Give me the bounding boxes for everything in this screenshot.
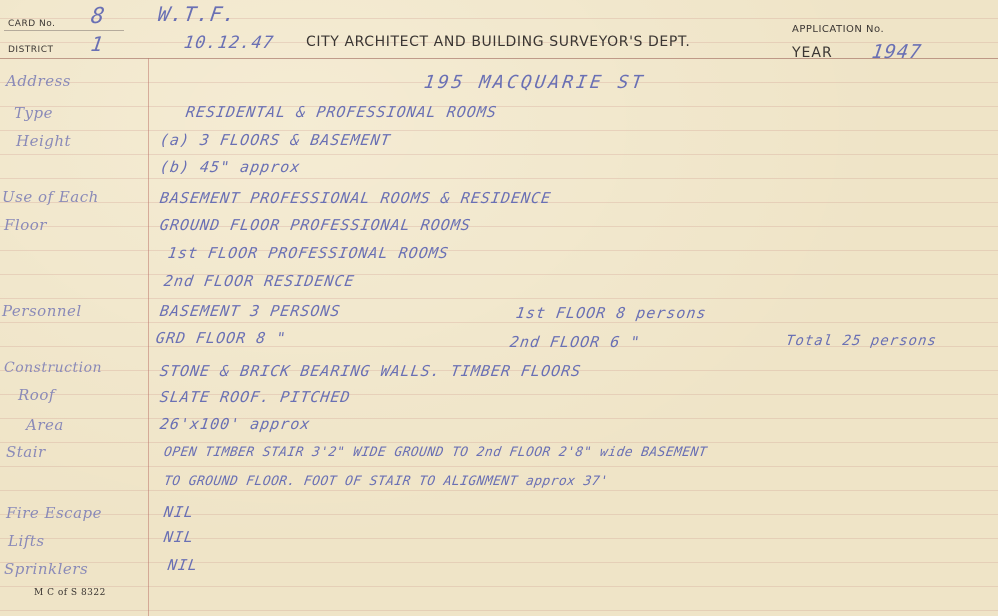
height-a-value: (a) 3 FLOORS & BASEMENT [158,131,392,149]
label-height: Height [16,132,72,150]
area-value: 26'x100' approx [158,415,312,433]
application-label: APPLICATION No. [792,24,885,35]
personnel-second-value: 2nd FLOOR 6 " [508,333,642,351]
district-value: 1 [89,32,106,56]
label-use-of-each: Use of Each [2,188,99,206]
label-floor: Floor [4,216,47,234]
lifts-value: NIL [162,528,196,546]
construction-value: STONE & BRICK BEARING WALLS. TIMBER FLOORS [158,362,583,380]
personnel-first-value: 1st FLOOR 8 persons [514,304,708,322]
use-second-value: 2nd FLOOR RESIDENCE [162,272,356,290]
label-personnel: Personnel [2,302,82,320]
label-construction: Construction [4,360,103,376]
card-no-label: CARD No. [8,19,56,29]
label-roof: Roof [18,386,55,404]
label-fire-escape: Fire Escape [6,504,102,522]
label-type: Type [14,104,53,122]
label-area: Area [26,416,64,434]
department-title: CITY ARCHITECT AND BUILDING SURVEYOR'S DEPT. [306,34,691,50]
label-address: Address [6,72,71,90]
label-lifts: Lifts [8,532,45,550]
personnel-ground-value: GRD FLOOR 8 " [154,329,288,347]
personnel-basement-value: BASEMENT 3 PERSONS [158,302,342,320]
inspection-date: 10.12.47 [182,33,276,53]
header-rule [0,58,998,59]
label-sprinklers: Sprinklers [4,560,89,578]
card-no-value: 8 [89,4,108,29]
fire-escape-value: NIL [162,503,196,521]
form-code: M C of S 8322 [34,588,106,598]
district-label: DISTRICT [8,45,54,55]
label-stair: Stair [6,443,46,461]
year-value: 1947 [870,41,924,63]
year-label: YEAR [792,45,833,61]
label-column-rule [148,58,149,616]
use-first-value: 1st FLOOR PROFESSIONAL ROOMS [166,244,451,262]
stair-line1-value: OPEN TIMBER STAIR 3'2" WIDE GROUND TO 2nd FLOOR 2'8" wide BASEMENT [162,445,709,460]
use-ground-value: GROUND FLOOR PROFESSIONAL ROOMS [158,216,473,234]
personnel-total-value: Total 25 persons [784,333,938,349]
height-b-value: (b) 45" approx [158,158,302,176]
header-underline [4,30,124,31]
stair-line2-value: TO GROUND FLOOR. FOOT OF STAIR TO ALIGNMENT approx 37' [162,474,610,489]
sprinklers-value: NIL [166,556,200,574]
inspector-initials: W.T.F. [156,2,238,26]
address-value: 195 MACQUARIE ST [422,72,647,93]
roof-value: SLATE ROOF. PITCHED [158,388,352,406]
use-basement-value: BASEMENT PROFESSIONAL ROOMS & RESIDENCE [158,189,553,207]
type-value: RESIDENTAL & PROFESSIONAL ROOMS [184,103,499,121]
